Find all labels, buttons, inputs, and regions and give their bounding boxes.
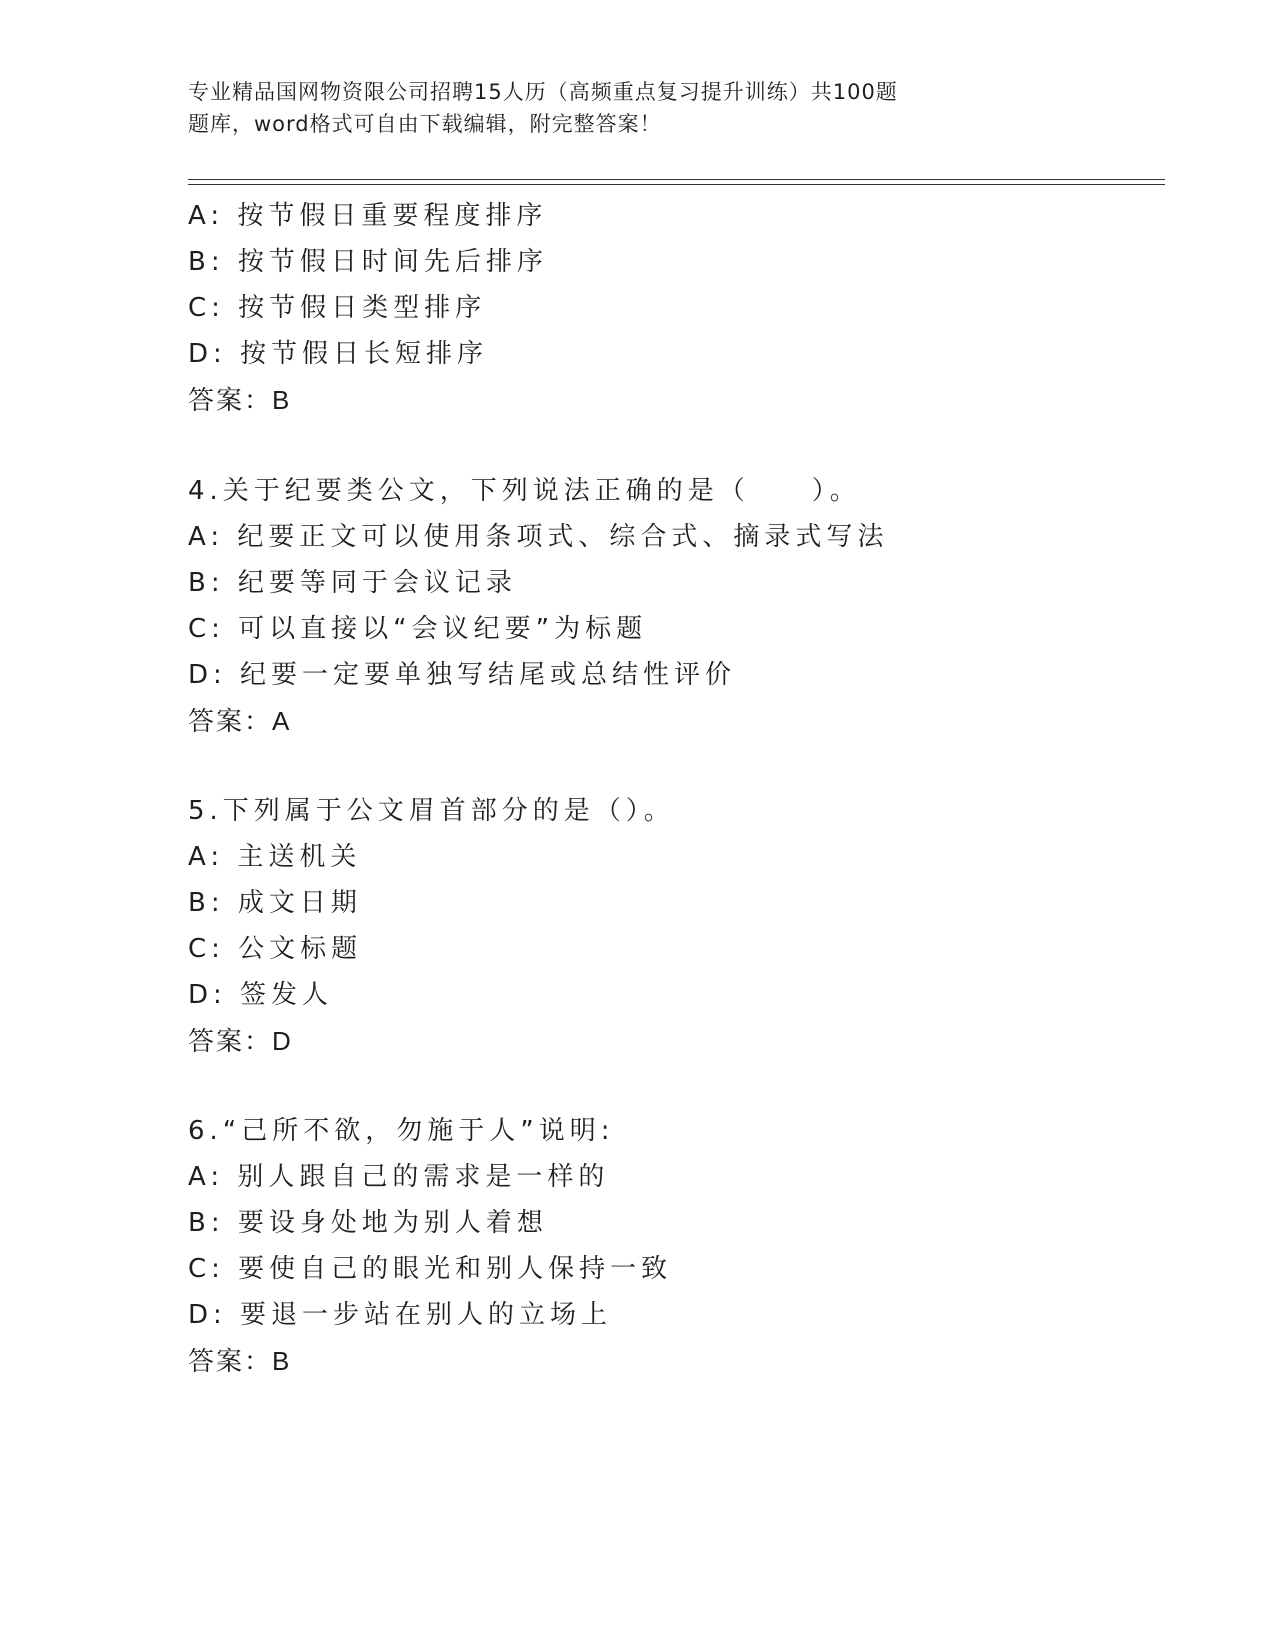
spacer (188, 423, 1148, 468)
option-a: A: 主送机关 (188, 842, 362, 872)
header-title-line-1: 专业精品国网物资限公司招聘15人历（高频重点复习提升训练）共100题 (188, 80, 898, 104)
option-b: B: 成文日期 (188, 888, 362, 918)
option-b: B: 按节假日时间先后排序 (188, 247, 548, 277)
option-d: D: 纪要一定要单独写结尾或总结性评价 (188, 660, 737, 690)
question-list (188, 193, 1148, 1384)
question-text: 4.关于纪要类公文，下列说法正确的是（ ）。 (188, 476, 861, 506)
option-a: A: 按节假日重要程度排序 (188, 201, 548, 231)
option-b: B: 要设身处地为别人着想 (188, 1208, 548, 1238)
answer-label: 答案：B (188, 385, 292, 415)
question-text: 5.下列属于公文眉首部分的是（）。 (188, 796, 675, 826)
option-a: A: 别人跟自己的需求是一样的 (188, 1162, 610, 1192)
question-block-5 (188, 788, 1148, 1064)
option-b: B: 纪要等同于会议记录 (188, 568, 517, 598)
header-divider-top (188, 179, 1165, 180)
option-d: D: 按节假日长短排序 (188, 339, 489, 369)
question-text: 6.“己所不欲，勿施于人”说明: (188, 1116, 615, 1146)
option-c: C: 可以直接以“会议纪要”为标题 (188, 614, 648, 644)
option-c: C: 要使自己的眼光和别人保持一致 (188, 1254, 673, 1284)
question-block-4 (188, 468, 1148, 744)
question-block-6 (188, 1108, 1148, 1384)
header-divider-bottom (188, 184, 1165, 185)
document-header (188, 76, 1088, 140)
spacer (188, 744, 1148, 788)
option-d: D: 签发人 (188, 980, 334, 1010)
question-block-3 (188, 193, 1148, 423)
option-a: A: 纪要正文可以使用条项式、综合式、摘录式写法 (188, 522, 889, 552)
answer-label: 答案：D (188, 1026, 293, 1056)
option-c: C: 公文标题 (188, 934, 363, 964)
answer-label: 答案：B (188, 1346, 292, 1376)
option-d: D: 要退一步站在别人的立场上 (188, 1300, 613, 1330)
spacer (188, 1064, 1148, 1108)
option-c: C: 按节假日类型排序 (188, 293, 487, 323)
header-title-line-2: 题库，word格式可自由下载编辑，附完整答案！ (188, 112, 662, 136)
answer-label: 答案：A (188, 706, 292, 736)
